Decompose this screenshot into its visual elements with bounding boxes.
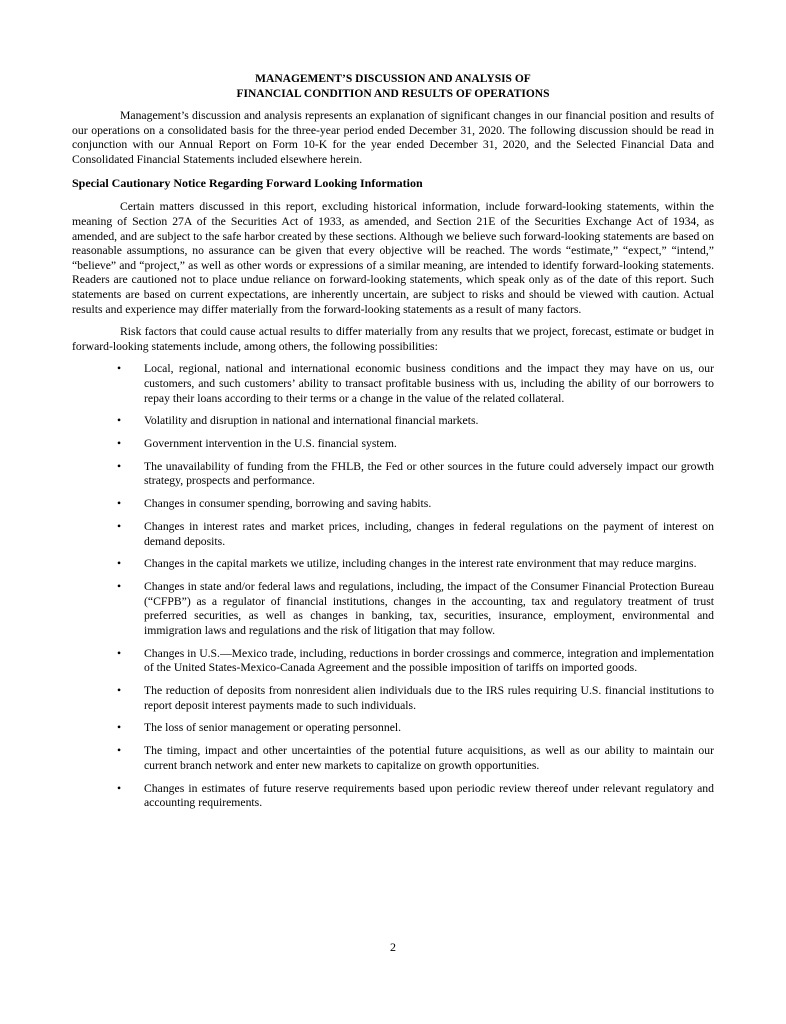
list-item-text: The reduction of deposits from nonresident alien individuals due to the IRS rules requiring U.S. financial institutions to report deposit interest payments made to such individuals. (144, 684, 714, 712)
page-title (72, 72, 714, 102)
list-item (72, 782, 714, 811)
bullet-icon: • (117, 557, 122, 571)
bullet-icon: • (117, 781, 122, 795)
list-item-text: Changes in U.S.—Mexico trade, including, reductions in border crossings and commerce, integration and implementation of the United States-Mexico-Canada Agreement and the possible imposition of tariffs on imported goods. (144, 646, 714, 675)
risk-factor-list (72, 362, 714, 811)
list-item-text: Changes in estimates of future reserve requirements based upon periodic review thereof under relevant regulatory and accounting requirements. (144, 781, 714, 810)
list-item (72, 647, 714, 676)
bullet-icon: • (117, 362, 122, 376)
bullet-icon: • (117, 721, 122, 735)
list-item (72, 557, 714, 572)
list-item-text: The unavailability of funding from the FHLB, the Fed or other sources in the future could adversely impact our growth strategy, prospects and performance. (144, 459, 714, 488)
list-item (72, 520, 714, 549)
page-number: 2 (390, 940, 396, 954)
list-item (72, 497, 714, 512)
bullet-icon: • (117, 646, 122, 660)
title-line-2: FINANCIAL CONDITION AND RESULTS OF OPERATIONS (236, 88, 550, 100)
list-item (72, 744, 714, 773)
bullet-icon: • (117, 744, 122, 758)
list-item (72, 460, 714, 489)
list-item (72, 684, 714, 713)
list-item (72, 414, 714, 429)
bullet-icon: • (117, 497, 122, 511)
bullet-icon: • (117, 459, 122, 473)
list-item-text: Volatility and disruption in national and international financial markets. (144, 414, 479, 428)
bullet-icon: • (117, 684, 122, 698)
list-item (72, 721, 714, 736)
list-item (72, 580, 714, 638)
title-line-1: MANAGEMENT’S DISCUSSION AND ANALYSIS OF (255, 73, 531, 85)
forward-looking-paragraph: Certain matters discussed in this report, excluding historical information, include forward-looking statements, within the meaning of Section 27A of the Securities Act of 1933, as amended, and Section 21E of the Securities Exchange Act of 1934, as amended, and are subject to the safe harbor created by these sections. Although we believe such forward-looking statements are based on reasonable assumptions, no assurance can be given that every objective will be reached. The words “estimate,” “expect,” “intend,” “believe” and “project,” as well as other words or expressions of a similar meaning, are intended to identify forward-looking statements. Readers are cautioned not to place undue reliance on forward-looking statements, which speak only as of the date of this report. Such statements are based on current expectations, are inherently uncertain, are subject to risks and should be viewed with caution. Actual results and experience may differ materially from the forward-looking statements as a result of many factors. (72, 200, 714, 316)
list-item-text: The timing, impact and other uncertainties of the potential future acquisitions, as well as our ability to maintain our current branch network and enter new markets to capitalize on growth opportunities. (144, 744, 714, 772)
bullet-icon: • (117, 580, 122, 594)
risk-factors-intro: Risk factors that could cause actual results to differ materially from any results that we project, forecast, estimate or budget in forward-looking statements include, among others, the following possibilities: (72, 325, 714, 353)
bullet-icon: • (117, 437, 122, 451)
bullet-icon: • (117, 414, 122, 428)
section-heading: Special Cautionary Notice Regarding Forward Looking Information (72, 176, 423, 191)
list-item-text: Changes in state and/or federal laws and regulations, including, the impact of the Consumer Financial Protection Bureau (“CFPB”) as a regulator of financial institutions, changes in the accounting, tax and regulatory treatment of trust preferred securities, as well as changes in banking, tax, securities, insurance, employment, environmental and immigration laws and regulations and the risk of litigation that may follow. (144, 580, 714, 637)
list-item-text: The loss of senior management or operating personnel. (144, 721, 402, 735)
intro-paragraph: Management’s discussion and analysis represents an explanation of significant changes in our financial position and results of our operations on a consolidated basis for the three-year period ended December 31, 2020. The following discussion should be read in conjunction with our Annual Report on Form 10-K for the year ended December 31, 2020, and the Selected Financial Data and Consolidated Financial Statements included elsewhere herein. (72, 109, 714, 166)
list-item-text: Changes in the capital markets we utilize, including changes in the interest rate environment that may reduce margins. (144, 557, 697, 571)
list-item-text: Local, regional, national and international economic business conditions and the impact they may have on us, our customers, and such customers’ ability to transact profitable business with us, including the ability of our borrowers to repay their loans according to their terms or a change in the value of the related collateral. (144, 362, 714, 405)
list-item (72, 362, 714, 406)
list-item-text: Changes in interest rates and market prices, including, changes in federal regulations on the payment of interest on demand deposits. (144, 520, 714, 548)
list-item-text: Government intervention in the U.S. financial system. (144, 437, 397, 451)
list-item-text: Changes in consumer spending, borrowing and saving habits. (144, 497, 432, 511)
bullet-icon: • (117, 520, 122, 533)
list-item (72, 437, 714, 452)
